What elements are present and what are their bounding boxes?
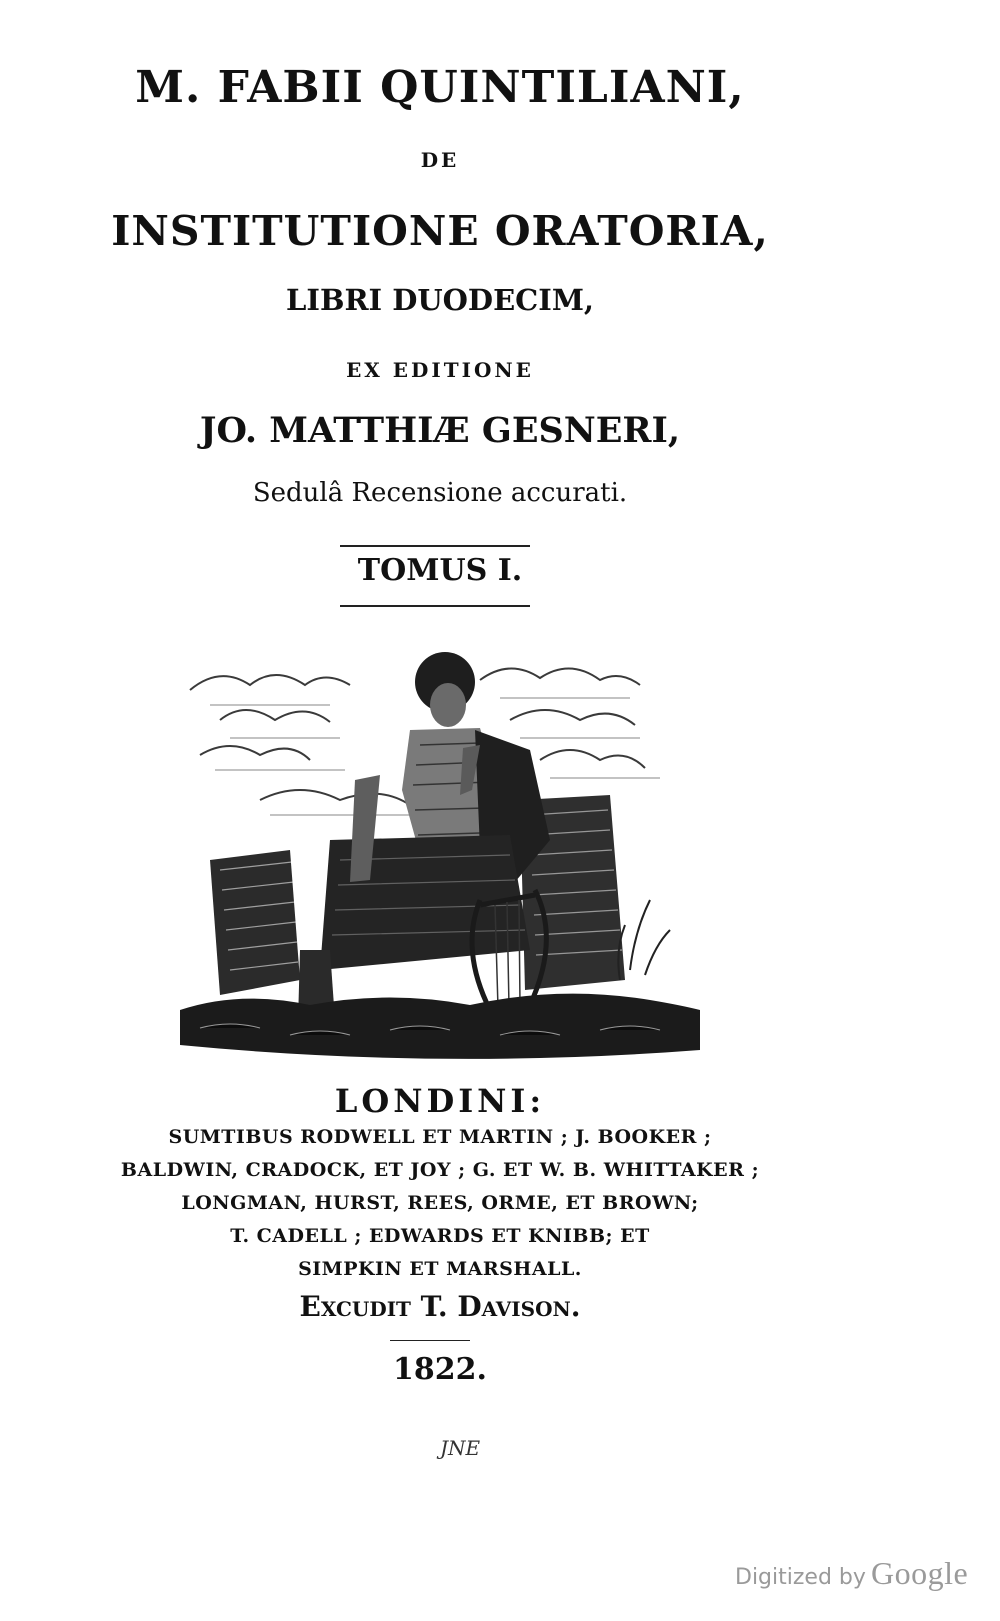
watermark-prefix: Digitized by xyxy=(735,1565,866,1590)
seated-muse-with-lyre-engraving xyxy=(180,650,700,1070)
author-line: M. FABII QUINTILIANI, xyxy=(135,62,745,113)
imprint-line-5: SIMPKIN ET MARSHALL. xyxy=(298,1258,582,1280)
watermark-brand: Google xyxy=(871,1555,969,1591)
rule-above-year xyxy=(390,1340,470,1341)
ex-editione-line: EX EDITIONE xyxy=(346,358,534,382)
editor-line: JO. MATTHIÆ GESNERI, xyxy=(199,410,681,451)
imprint-line-4: T. CADELL ; EDWARDS ET KNIBB; ET xyxy=(230,1225,650,1247)
de-line: DE xyxy=(420,148,460,172)
work-title: INSTITUTIONE ORATORIA, xyxy=(111,207,769,255)
year-line: 1822. xyxy=(393,1352,487,1387)
tomus-line: TOMUS I. xyxy=(357,553,523,588)
rule-below-tomus xyxy=(340,605,530,607)
handwritten-note: JNE xyxy=(440,1436,481,1460)
books-line: LIBRI DUODECIM, xyxy=(285,283,595,317)
imprint-line-2: BALDWIN, CRADOCK, ET JOY ; G. ET W. B. WHITTAKER ; xyxy=(120,1159,760,1181)
printer-line: Excudit T. Davison. xyxy=(299,1290,581,1323)
recension-line: Sedulâ Recensione accurati. xyxy=(252,478,628,508)
imprint-line-3: LONGMAN, HURST, REES, ORME, ET BROWN; xyxy=(181,1192,699,1214)
imprint-line-1: SUMTIBUS RODWELL ET MARTIN ; J. BOOKER ; xyxy=(168,1126,712,1148)
rule-above-tomus xyxy=(340,545,530,547)
imprint-city: LONDINI: xyxy=(334,1082,546,1120)
digitized-watermark xyxy=(735,1555,968,1592)
